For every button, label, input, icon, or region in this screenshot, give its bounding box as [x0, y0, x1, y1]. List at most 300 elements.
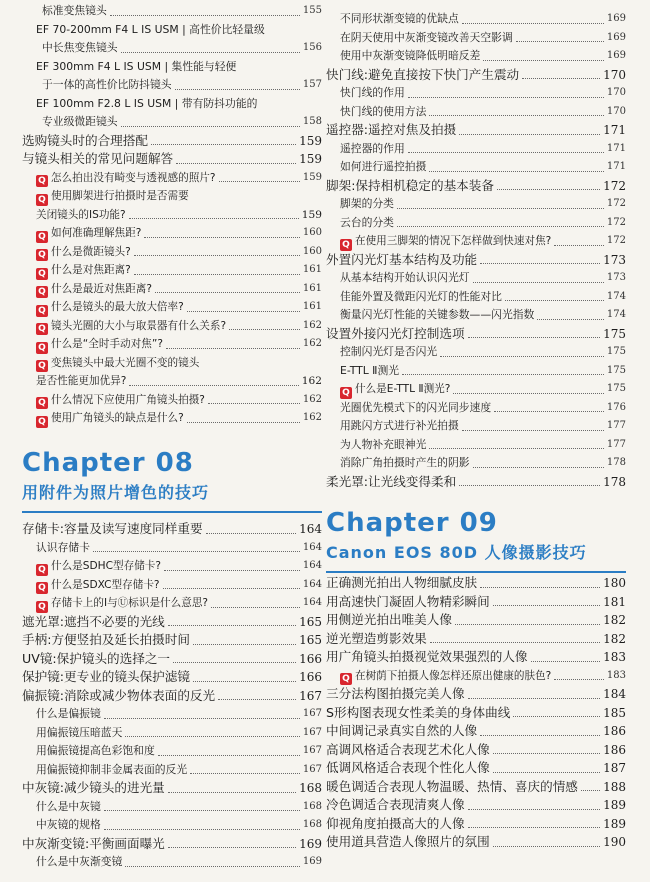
question-icon: Q	[340, 673, 352, 685]
toc-subsection-entry[interactable]	[22, 853, 322, 872]
toc-entry-title: E-TTL Ⅱ测光	[340, 363, 400, 377]
toc-entry-title: 使用脚架进行拍摄时是否需要	[51, 190, 189, 202]
page-number: 162	[302, 338, 322, 349]
page-number: 164	[302, 541, 322, 553]
page-number: 162	[302, 412, 322, 423]
toc-section-entry[interactable]	[326, 704, 626, 723]
page-number: 164	[302, 578, 322, 590]
toc-subsection-entry[interactable]	[22, 58, 322, 77]
toc-entry-title: 在阴天使用中灰渐变镜改善天空影调	[340, 30, 513, 44]
page-number: 164	[302, 597, 322, 608]
toc-entry-title: 使用中灰渐变镜降低明暗反差	[340, 49, 481, 62]
dot-leader	[176, 163, 296, 164]
toc-section-entry[interactable]	[326, 593, 626, 612]
toc-section-entry[interactable]	[326, 796, 626, 815]
toc-entry-title: 于一体的高性价比防抖镜头	[42, 78, 172, 91]
toc-section-entry[interactable]	[326, 648, 626, 667]
page-number: 175	[606, 346, 626, 357]
page-number: 180	[603, 576, 626, 590]
dot-leader	[144, 237, 300, 238]
toc-entry-title: 快门线的作用	[340, 86, 405, 99]
dot-leader	[497, 189, 600, 190]
toc-subsection-entry[interactable]	[22, 76, 322, 95]
toc-subsection-entry[interactable]	[22, 372, 322, 391]
page-number: 188	[603, 779, 626, 794]
toc-entry-title: 什么是SDHC型存储卡?	[51, 560, 162, 572]
toc-section-entry[interactable]	[22, 650, 322, 669]
page-number: 183	[606, 669, 626, 681]
chapter-08-heading	[22, 448, 322, 513]
dot-leader	[168, 792, 296, 793]
dot-leader	[129, 385, 298, 386]
dot-leader	[468, 809, 601, 810]
toc-entry-title: 在使用三脚架的情况下怎样做到快速对焦?	[355, 235, 552, 247]
dot-leader	[193, 644, 296, 645]
page-number: 181	[603, 594, 626, 609]
dot-leader	[134, 274, 300, 275]
dot-leader	[440, 356, 604, 357]
toc-entry-title: 是否性能更加优异?	[36, 375, 127, 387]
question-icon: Q	[36, 305, 48, 317]
toc-section-entry[interactable]	[326, 177, 626, 196]
dot-leader	[493, 772, 600, 773]
page-number: 161	[302, 301, 322, 312]
toc-section-entry[interactable]	[22, 779, 322, 798]
toc-entry-title: 认识存储卡	[36, 540, 90, 554]
page-number: 166	[299, 651, 322, 666]
page-number: 167	[302, 708, 322, 719]
dot-leader	[125, 736, 300, 737]
dot-leader	[408, 97, 604, 98]
question-icon: Q	[36, 397, 48, 409]
toc-entry-title: 什么是E-TTL Ⅱ测光?	[355, 383, 451, 395]
dot-leader	[168, 847, 296, 848]
toc-subsection-entry[interactable]	[326, 158, 626, 177]
toc-entry-title: EF 300mm F4 L IS USM | 集性能与轻便	[36, 59, 237, 73]
toc-section-entry[interactable]	[326, 741, 626, 760]
toc-question-entry[interactable]	[22, 557, 322, 576]
dot-leader	[397, 208, 604, 209]
page-number: 169	[606, 13, 626, 24]
dot-leader	[218, 699, 296, 700]
toc-subsection-entry[interactable]	[22, 2, 322, 21]
page-number: 159	[302, 171, 322, 183]
toc-entry-title: 标准变焦镜头	[42, 4, 107, 17]
toc-question-entry[interactable]	[22, 594, 322, 613]
page-number: 183	[603, 650, 626, 664]
dot-leader	[473, 467, 604, 468]
toc-question-entry[interactable]	[22, 187, 322, 206]
toc-section-entry[interactable]	[22, 150, 322, 169]
toc-section-entry[interactable]	[326, 473, 626, 492]
page-number: 156	[302, 42, 322, 53]
toc-entry-title: 怎么拍出没有畸变与透视感的照片?	[51, 171, 216, 184]
page-number: 167	[302, 745, 322, 756]
toc-entry-title: UV镜:保护镜头的选择之一	[22, 650, 171, 666]
toc-entry-title: 遥控器:遥控对焦及拍摄	[326, 122, 457, 137]
page-number: 173	[606, 272, 626, 283]
dot-leader	[581, 790, 600, 791]
toc-question-entry[interactable]	[22, 224, 322, 243]
dot-leader	[190, 773, 300, 774]
toc-question-entry[interactable]	[22, 354, 322, 373]
toc-entry-title: 关闭镜头的IS功能?	[36, 208, 126, 221]
dot-leader	[208, 403, 300, 404]
toc-subsection-entry[interactable]	[326, 436, 626, 455]
page-number: 170	[606, 87, 626, 98]
page-number: 169	[302, 856, 322, 867]
page-number: 167	[302, 726, 322, 738]
page-number: 171	[606, 161, 626, 172]
dot-leader	[193, 681, 296, 682]
question-icon: Q	[36, 416, 48, 428]
toc-entry-title: 在树荫下拍摄人像怎样还原出健康的肤色?	[355, 669, 552, 682]
page-number: 178	[603, 474, 626, 489]
dot-leader	[104, 718, 300, 719]
question-icon: Q	[340, 239, 352, 251]
page-number: 159	[299, 152, 322, 166]
toc-left-bottom	[22, 520, 322, 872]
question-icon: Q	[36, 582, 48, 594]
toc-section-entry[interactable]	[22, 520, 322, 539]
dot-leader	[459, 485, 600, 486]
chapter-09-title: Canon EOS 80D 人像摄影技巧	[326, 543, 587, 562]
toc-section-entry[interactable]	[22, 132, 322, 151]
toc-subsection-entry[interactable]	[326, 454, 626, 473]
page-number: 172	[606, 216, 626, 228]
toc-entry-title: 柔光罩:让光线变得柔和	[326, 473, 457, 489]
question-icon: Q	[36, 268, 48, 280]
dot-leader	[468, 827, 601, 828]
toc-entry-title: 什么是“全时手动对焦”?	[51, 338, 163, 350]
toc-entry-title: 什么是对焦距离?	[51, 264, 131, 276]
page-number: 170	[603, 67, 626, 82]
chapter-09-heading	[326, 508, 626, 573]
dot-leader	[158, 755, 300, 756]
toc-subsection-entry[interactable]	[22, 21, 322, 40]
toc-entry-title: 使用道具营造人像照片的氛围	[326, 834, 490, 849]
toc-entry-title: 正确测光拍出人物细腻皮肤	[326, 575, 478, 590]
dot-leader	[462, 23, 604, 24]
toc-subsection-entry[interactable]	[326, 195, 626, 214]
dot-leader	[104, 810, 300, 811]
toc-entry-title: 中间调记录真实自然的人像	[326, 723, 478, 738]
page-number: 164	[299, 522, 322, 536]
dot-leader	[480, 735, 600, 736]
toc-question-entry[interactable]	[22, 576, 322, 595]
dot-leader	[537, 319, 604, 320]
toc-entry-title: 什么是SDXC型存储卡?	[51, 578, 160, 591]
question-icon: Q	[340, 387, 352, 399]
toc-question-entry[interactable]	[22, 409, 322, 428]
toc-entry-title: 逆光塑造剪影效果	[326, 630, 427, 646]
page-number: 186	[603, 724, 626, 738]
question-icon: Q	[36, 323, 48, 335]
toc-entry-title: 选购镜头时的合理搭配	[22, 132, 148, 148]
page-number: 189	[603, 816, 626, 831]
toc-entry-title: 使用广角镜头的缺点是什么?	[51, 412, 184, 424]
dot-leader	[134, 255, 300, 256]
toc-entry-title: 存储卡上的I与Ⓤ标识是什么意思?	[51, 597, 209, 609]
dot-leader	[408, 152, 604, 153]
toc-section-entry[interactable]	[326, 251, 626, 270]
toc-entry-title: 中灰镜的规格	[36, 818, 101, 831]
dot-leader	[125, 866, 300, 867]
toc-entry-title: 快门线:避免直接按下快门产生震动	[326, 66, 520, 82]
page-number: 175	[606, 364, 626, 376]
page-number: 174	[606, 290, 626, 302]
page-number: 185	[603, 705, 626, 720]
page-number: 168	[302, 800, 322, 812]
page-number: 182	[603, 631, 626, 646]
toc-entry-title: 外置闪光灯基本结构及功能	[326, 251, 478, 267]
toc-subsection-entry[interactable]	[326, 214, 626, 233]
toc-section-entry[interactable]	[326, 121, 626, 140]
chapter-divider	[22, 511, 322, 513]
question-icon: Q	[36, 194, 48, 206]
chapter-08-number: Chapter 08	[22, 448, 194, 478]
page-number: 165	[299, 614, 322, 629]
toc-right-bottom	[326, 574, 626, 852]
toc-entry-title: 什么是最近对焦距离?	[51, 282, 152, 295]
toc-section-entry[interactable]	[22, 687, 322, 706]
toc-subsection-entry[interactable]	[22, 39, 322, 58]
toc-subsection-entry[interactable]	[326, 417, 626, 436]
dot-leader	[121, 52, 300, 53]
dot-leader	[211, 607, 300, 608]
page-number: 167	[302, 763, 322, 775]
dot-leader	[187, 422, 300, 423]
dot-leader	[522, 78, 600, 79]
page-number: 182	[603, 613, 626, 627]
toc-entry-title: 高调风格适合表现艺术化人像	[326, 741, 490, 757]
toc-entry-title: 什么情况下应使用广角镜头拍摄?	[51, 393, 205, 406]
toc-question-entry[interactable]	[326, 380, 626, 399]
toc-question-entry[interactable]	[22, 335, 322, 354]
toc-entry-title: 什么是镜头的最大放大倍率?	[51, 301, 184, 313]
dot-leader	[166, 348, 300, 349]
dot-leader	[163, 588, 300, 589]
toc-question-entry[interactable]	[22, 391, 322, 410]
question-icon: Q	[36, 360, 48, 372]
toc-section-entry[interactable]	[326, 815, 626, 834]
toc-entry-title: 中灰渐变镜:平衡画面曝光	[22, 835, 165, 851]
toc-subsection-entry[interactable]	[326, 47, 626, 66]
page-number: 190	[603, 835, 626, 849]
dot-leader	[397, 226, 604, 227]
toc-entry-title: 用侧逆光拍出唯美人像	[326, 612, 452, 627]
toc-subsection-entry[interactable]	[326, 288, 626, 307]
toc-subsection-entry[interactable]	[326, 269, 626, 288]
page-number: 162	[302, 319, 322, 331]
page-number: 177	[606, 438, 626, 450]
dot-leader	[480, 587, 600, 588]
toc-entry-title: 脚架:保持相机稳定的基本装备	[326, 177, 494, 193]
toc-subsection-entry[interactable]	[22, 539, 322, 558]
dot-leader	[173, 662, 296, 663]
toc-section-entry[interactable]	[326, 685, 626, 704]
toc-question-entry[interactable]	[326, 232, 626, 251]
page-number: 173	[603, 252, 626, 267]
toc-entry-title: 冷色调适合表现清爽人像	[326, 797, 465, 812]
dot-leader	[121, 126, 300, 127]
toc-question-entry[interactable]	[22, 317, 322, 336]
toc-entry-title: 什么是偏振镜	[36, 707, 101, 720]
toc-subsection-entry[interactable]	[22, 761, 322, 780]
page-number: 174	[606, 309, 626, 320]
dot-leader	[473, 282, 604, 283]
dot-leader	[468, 337, 601, 338]
toc-section-entry[interactable]	[22, 668, 322, 687]
page-number: 162	[302, 393, 322, 405]
toc-entry-title: 保护镜:更专业的镜头保护滤镜	[22, 669, 190, 684]
dot-leader	[93, 551, 300, 552]
toc-question-entry[interactable]	[22, 280, 322, 299]
toc-subsection-entry[interactable]	[22, 816, 322, 835]
toc-subsection-entry[interactable]	[22, 798, 322, 817]
page-number: 170	[606, 105, 626, 117]
dot-leader	[494, 411, 604, 412]
toc-entry-title: 什么是中灰镜	[36, 799, 101, 813]
toc-section-entry[interactable]	[22, 631, 322, 650]
toc-subsection-entry[interactable]	[326, 84, 626, 103]
toc-subsection-entry[interactable]	[22, 206, 322, 225]
toc-subsection-entry[interactable]	[326, 140, 626, 159]
toc-question-entry[interactable]	[326, 667, 626, 686]
toc-entry-title: 脚架的分类	[340, 197, 394, 210]
toc-section-entry[interactable]	[326, 778, 626, 797]
chapter-08-title: 用附件为照片增色的技巧	[22, 483, 210, 502]
toc-section-entry[interactable]	[326, 722, 626, 741]
dot-leader	[459, 134, 600, 135]
toc-section-entry[interactable]	[326, 833, 626, 852]
page-number: 161	[302, 264, 322, 275]
toc-entry-title: 变焦镜头中最大光圈不变的镜头	[51, 356, 200, 369]
toc-section-entry[interactable]	[326, 66, 626, 85]
toc-subsection-entry[interactable]	[326, 103, 626, 122]
toc-question-entry[interactable]	[22, 169, 322, 188]
toc-entry-title: 中长焦变焦镜头	[42, 41, 118, 54]
toc-subsection-entry[interactable]	[22, 113, 322, 132]
page-number: 175	[603, 326, 626, 341]
toc-entry-title: 快门线的使用方法	[340, 104, 427, 118]
toc-section-entry[interactable]	[326, 574, 626, 593]
dot-leader	[187, 311, 300, 312]
toc-subsection-entry[interactable]	[22, 705, 322, 724]
chapter-09-number: Chapter 09	[326, 508, 498, 538]
toc-entry-title: 用跳闪方式进行补光拍摄	[340, 419, 459, 432]
toc-entry-title: 衡量闪光灯性能的关键参数——闪光指数	[340, 308, 535, 321]
toc-entry-title: EF 100mm F2.8 L IS USM | 带有防抖功能的	[36, 96, 258, 110]
toc-subsection-entry[interactable]	[22, 724, 322, 743]
page-number: 157	[302, 79, 322, 90]
toc-subsection-entry[interactable]	[326, 29, 626, 48]
toc-entry-title: 遥控器的作用	[340, 141, 405, 155]
toc-subsection-entry[interactable]	[22, 742, 322, 761]
toc-entry-title: 消除广角拍摄时产生的阴影	[340, 456, 470, 469]
page-number: 172	[606, 235, 626, 246]
dot-leader	[110, 15, 300, 16]
dot-leader	[429, 171, 604, 172]
page-number: 176	[606, 401, 626, 413]
page-number: 166	[299, 670, 322, 684]
dot-leader	[554, 679, 604, 680]
dot-leader	[402, 374, 604, 375]
toc-subsection-entry[interactable]	[326, 362, 626, 381]
toc-entry-title: 如何准确理解焦距?	[51, 227, 142, 239]
toc-subsection-entry[interactable]	[326, 10, 626, 29]
toc-entry-title: 什么是微距镜头?	[51, 245, 131, 258]
toc-entry-title: 用偏振镜抑制非金属表面的反光	[36, 762, 188, 776]
page-number: 162	[301, 375, 322, 387]
dot-leader	[429, 115, 604, 116]
toc-section-entry[interactable]	[326, 611, 626, 630]
toc-question-entry[interactable]	[22, 261, 322, 280]
toc-entry-title: 暖色调适合表现人物温暖、热情、喜庆的情感	[326, 778, 578, 794]
page-number: 178	[606, 457, 626, 468]
dot-leader	[453, 393, 604, 394]
toc-question-entry[interactable]	[22, 243, 322, 262]
page-number: 172	[606, 198, 626, 209]
toc-entry-title: 仰视角度拍摄高大的人像	[326, 815, 465, 831]
page-number: 160	[302, 227, 322, 238]
dot-leader	[206, 533, 297, 534]
page-number: 159	[301, 208, 322, 221]
page-number: 158	[302, 116, 322, 127]
page-number: 187	[603, 761, 626, 775]
chapter-divider	[326, 571, 626, 573]
toc-entry-title: 遮光罩:遮挡不必要的光线	[22, 613, 165, 629]
page-number: 175	[606, 383, 626, 394]
toc-entry-title: 用偏振镜压暗蓝天	[36, 725, 123, 739]
toc-entry-title: 镜头光圈的大小与取景器有什么关系?	[51, 319, 227, 332]
dot-leader	[168, 625, 296, 626]
toc-question-entry[interactable]	[22, 298, 322, 317]
question-icon: Q	[36, 342, 48, 354]
page-number: 169	[606, 31, 626, 43]
toc-subsection-entry[interactable]	[326, 343, 626, 362]
toc-section-entry[interactable]	[326, 759, 626, 778]
toc-entry-title: 低调风格适合表现个性化人像	[326, 760, 490, 775]
page-number: 168	[299, 781, 322, 795]
page-number: 161	[302, 282, 322, 294]
toc-section-entry[interactable]	[22, 835, 322, 854]
toc-section-entry[interactable]	[326, 325, 626, 344]
toc-entry-title: 专业级微距镜头	[42, 115, 118, 128]
toc-entry-title: 中灰镜:减少镜头的进光量	[22, 780, 165, 795]
toc-section-entry[interactable]	[326, 630, 626, 649]
toc-left-top	[22, 2, 322, 428]
question-icon: Q	[36, 249, 48, 261]
dot-leader	[164, 570, 300, 571]
page-number: 164	[302, 560, 322, 571]
dot-leader	[483, 60, 604, 61]
page-number: 172	[603, 178, 626, 193]
toc-entry-title: 从基本结构开始认识闪光灯	[340, 271, 470, 284]
toc-entry-title: 偏振镜:消除或减少物体表面的反光	[22, 687, 216, 703]
toc-entry-title: 用广角镜头拍摄视觉效果强烈的人像	[326, 649, 528, 664]
toc-section-entry[interactable]	[22, 613, 322, 632]
toc-entry-title: 用偏振镜提高色彩饱和度	[36, 744, 155, 757]
dot-leader	[493, 753, 600, 754]
dot-leader	[462, 430, 604, 431]
toc-entry-title: 与镜头相关的常见问题解答	[22, 151, 174, 166]
toc-subsection-entry[interactable]	[326, 399, 626, 418]
toc-entry-title: 光圈优先模式下的闪光同步速度	[340, 400, 492, 414]
toc-entry-title: 不同形状渐变镜的优缺点	[340, 12, 459, 25]
toc-subsection-entry[interactable]	[22, 95, 322, 114]
toc-subsection-entry[interactable]	[326, 306, 626, 325]
